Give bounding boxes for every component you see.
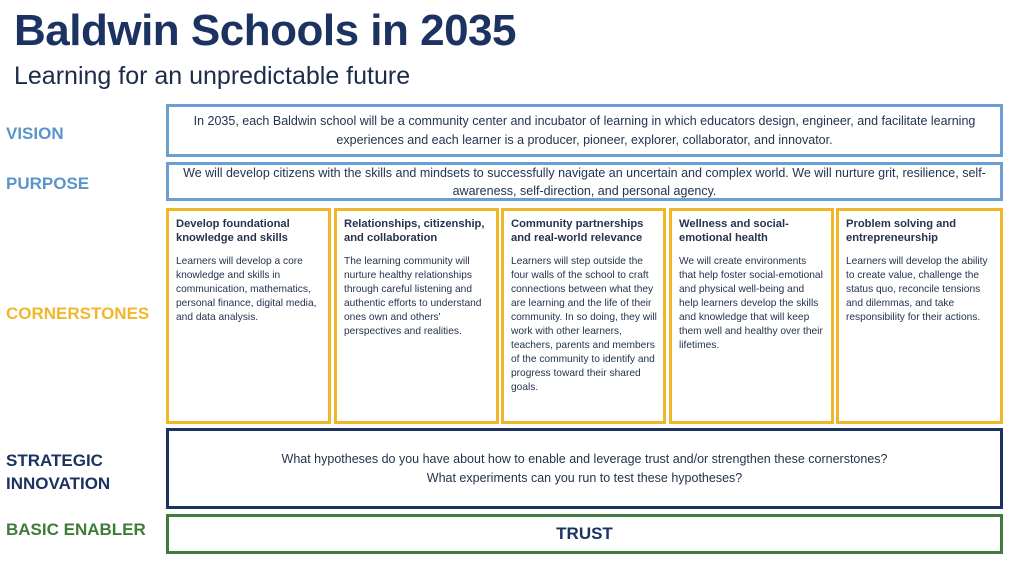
vision-text: In 2035, each Baldwin school will be a community center and incubator of learning in which educators design, engineer, and facilitate learning experiences and each learner is a producer, pioneer, explorer, collaborator, and innovator.	[193, 113, 976, 147]
cornerstone-title: Community partnerships and real-world relevance	[511, 218, 644, 244]
purpose-label: PURPOSE	[6, 174, 90, 193]
cornerstone-title: Problem solving and entrepreneurship	[846, 218, 957, 244]
purpose-text: We will develop citizens with the skills and mindsets to successfully navigate an uncertain and complex world. We will nurture grit, resilience, self-awareness, self-direction, and personal agency.	[183, 165, 986, 198]
strategic-question-experiments: What experiments can you run to test these hypotheses?	[426, 470, 743, 485]
cornerstone-card-foundational	[166, 208, 331, 424]
vision-label: VISION	[6, 124, 64, 143]
cornerstone-card-community	[501, 208, 666, 424]
page-title: Baldwin Schools in 2035	[14, 6, 516, 55]
cornerstone-body: We will create environments that help foster social-emotional and physical well-being and help learners develop the skills and knowledge that will keep them well and healthy over their lifetimes.	[679, 256, 823, 351]
cornerstone-card-problem-solving	[836, 208, 1003, 424]
cornerstones-row	[166, 208, 1003, 424]
cornerstone-title: Develop foundational knowledge and skills	[176, 218, 290, 244]
cornerstones-label: CORNERSTONES	[6, 304, 150, 323]
cornerstone-title: Wellness and social-emotional health	[679, 218, 789, 244]
vision-box	[166, 104, 1003, 157]
cornerstone-card-wellness	[669, 208, 834, 424]
page-subtitle: Learning for an unpredictable future	[14, 62, 411, 90]
cornerstone-body: Learners will step outside the four walls of the school to craft connections between what they are learning and the life of their community. In so doing, they will work with other learners, teachers, parents and members of the community to identify and progress toward their shared goals.	[511, 256, 657, 393]
trust-text: TRUST	[556, 524, 613, 543]
cornerstone-body: The learning community will nurture healthy relationships through careful listening and authentic efforts to understand ones own and others' perspectives and realities.	[344, 256, 482, 337]
strategic-label-line2: INNOVATION	[6, 474, 111, 493]
strategic-label-line1: STRATEGIC	[6, 451, 103, 470]
strategic-question-hypotheses: What hypotheses do you have about how to enable and leverage trust and/or strengthen these cornerstones?	[281, 451, 888, 466]
purpose-box	[166, 162, 1003, 201]
strategic-innovation-label	[6, 449, 110, 495]
trust-box	[166, 514, 1003, 554]
cornerstone-title: Relationships, citizenship, and collaboration	[344, 218, 485, 244]
basic-enabler-label: BASIC ENABLER	[6, 520, 146, 539]
cornerstone-body: Learners will develop a core knowledge and skills in communication, mathematics, personal finance, digital media, and data analysis.	[176, 256, 317, 323]
strategic-innovation-box	[166, 428, 1003, 509]
cornerstone-body: Learners will develop the ability to create value, challenge the status quo, reconcile tensions and dilemmas, and take responsibility for their actions.	[846, 256, 988, 323]
cornerstone-card-relationships	[334, 208, 499, 424]
